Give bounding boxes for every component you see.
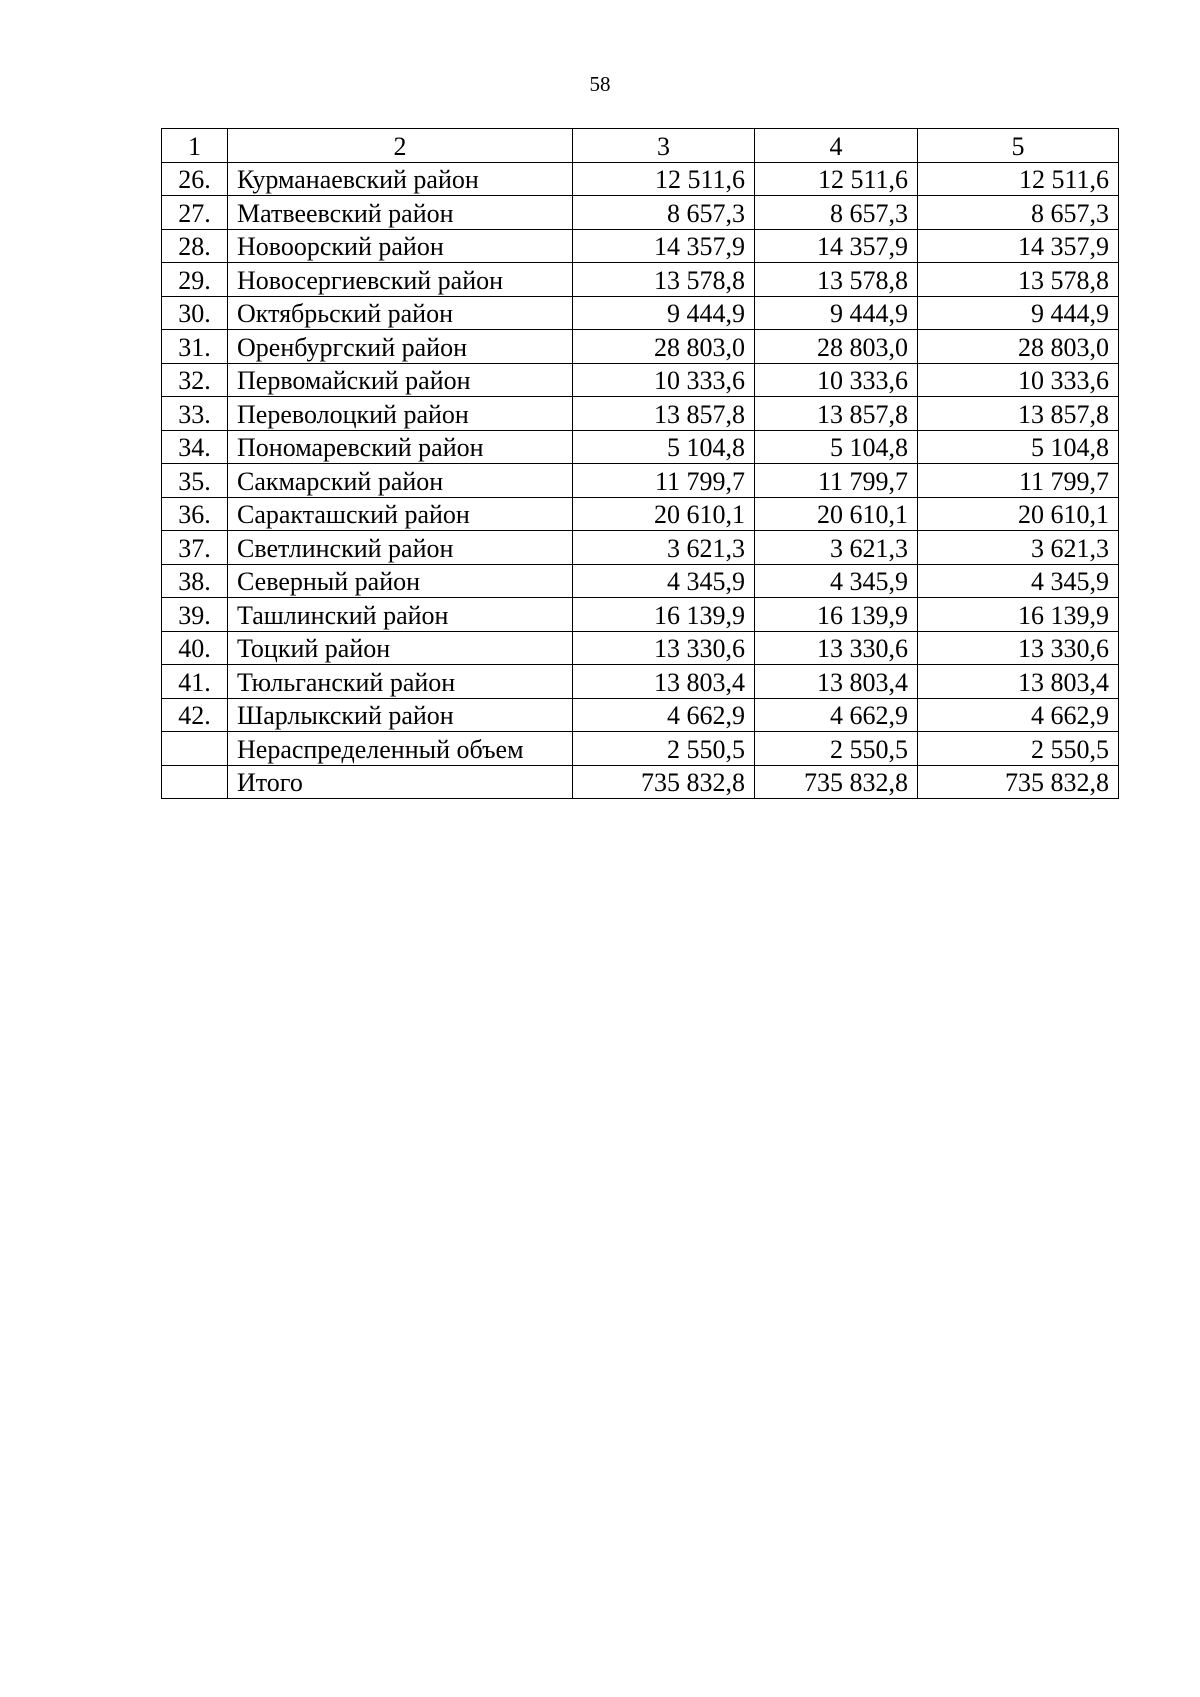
district-name-cell: Оренбургский район bbox=[228, 330, 573, 364]
value-col3-cell: 13 330,6 bbox=[573, 631, 755, 665]
column-header: 4 bbox=[755, 129, 918, 163]
value-col5-cell: 5 104,8 bbox=[918, 430, 1119, 464]
value-col5-cell: 10 333,6 bbox=[918, 363, 1119, 397]
district-name-cell: Сакмарский район bbox=[228, 464, 573, 498]
district-name-cell: Светлинский район bbox=[228, 531, 573, 565]
row-number-cell: 27. bbox=[162, 196, 228, 230]
value-col4-cell: 20 610,1 bbox=[755, 497, 918, 531]
value-col3-cell: 12 511,6 bbox=[573, 162, 755, 196]
table-row bbox=[162, 363, 1119, 397]
row-number-cell bbox=[162, 732, 228, 766]
table-row bbox=[162, 229, 1119, 263]
row-number-cell: 31. bbox=[162, 330, 228, 364]
district-name-cell: Тоцкий район bbox=[228, 631, 573, 665]
value-col4-cell: 13 578,8 bbox=[755, 263, 918, 297]
value-col3-cell: 2 550,5 bbox=[573, 732, 755, 766]
row-number-cell: 33. bbox=[162, 397, 228, 431]
value-col3-cell: 9 444,9 bbox=[573, 296, 755, 330]
value-col5-cell: 28 803,0 bbox=[918, 330, 1119, 364]
district-name-cell: Ташлинский район bbox=[228, 598, 573, 632]
value-col4-cell: 2 550,5 bbox=[755, 732, 918, 766]
table-row bbox=[162, 296, 1119, 330]
row-number-cell bbox=[162, 765, 228, 799]
district-name-cell: Нераспределенный объем bbox=[228, 732, 573, 766]
district-name-cell: Пономаревский район bbox=[228, 430, 573, 464]
row-number-cell: 36. bbox=[162, 497, 228, 531]
row-number-cell: 40. bbox=[162, 631, 228, 665]
table-row bbox=[162, 598, 1119, 632]
district-name-cell: Тюльганский район bbox=[228, 665, 573, 699]
value-col5-cell: 20 610,1 bbox=[918, 497, 1119, 531]
row-number-cell: 29. bbox=[162, 263, 228, 297]
value-col3-cell: 4 345,9 bbox=[573, 564, 755, 598]
allocation-table-container bbox=[161, 128, 1119, 799]
table-row bbox=[162, 330, 1119, 364]
value-col4-cell: 10 333,6 bbox=[755, 363, 918, 397]
district-name-cell: Матвеевский район bbox=[228, 196, 573, 230]
value-col3-cell: 13 857,8 bbox=[573, 397, 755, 431]
table-row bbox=[162, 397, 1119, 431]
value-col3-cell: 11 799,7 bbox=[573, 464, 755, 498]
value-col5-cell: 735 832,8 bbox=[918, 765, 1119, 799]
district-name-cell: Первомайский район bbox=[228, 363, 573, 397]
value-col3-cell: 13 803,4 bbox=[573, 665, 755, 699]
column-header: 1 bbox=[162, 129, 228, 163]
row-number-cell: 38. bbox=[162, 564, 228, 598]
value-col3-cell: 10 333,6 bbox=[573, 363, 755, 397]
row-number-cell: 30. bbox=[162, 296, 228, 330]
value-col5-cell: 13 857,8 bbox=[918, 397, 1119, 431]
value-col4-cell: 5 104,8 bbox=[755, 430, 918, 464]
value-col4-cell: 4 345,9 bbox=[755, 564, 918, 598]
value-col3-cell: 20 610,1 bbox=[573, 497, 755, 531]
value-col4-cell: 13 803,4 bbox=[755, 665, 918, 699]
value-col4-cell: 16 139,9 bbox=[755, 598, 918, 632]
value-col4-cell: 12 511,6 bbox=[755, 162, 918, 196]
row-number-cell: 39. bbox=[162, 598, 228, 632]
value-col5-cell: 12 511,6 bbox=[918, 162, 1119, 196]
table-row bbox=[162, 497, 1119, 531]
row-number-cell: 41. bbox=[162, 665, 228, 699]
table-row bbox=[162, 631, 1119, 665]
value-col5-cell: 4 662,9 bbox=[918, 698, 1119, 732]
table-row bbox=[162, 564, 1119, 598]
value-col5-cell: 16 139,9 bbox=[918, 598, 1119, 632]
value-col5-cell: 13 803,4 bbox=[918, 665, 1119, 699]
value-col3-cell: 3 621,3 bbox=[573, 531, 755, 565]
value-col4-cell: 13 857,8 bbox=[755, 397, 918, 431]
table-row bbox=[162, 665, 1119, 699]
table-row bbox=[162, 531, 1119, 565]
value-col5-cell: 11 799,7 bbox=[918, 464, 1119, 498]
column-header: 2 bbox=[228, 129, 573, 163]
value-col4-cell: 735 832,8 bbox=[755, 765, 918, 799]
value-col4-cell: 4 662,9 bbox=[755, 698, 918, 732]
value-col3-cell: 16 139,9 bbox=[573, 598, 755, 632]
row-number-cell: 35. bbox=[162, 464, 228, 498]
column-header: 3 bbox=[573, 129, 755, 163]
value-col3-cell: 28 803,0 bbox=[573, 330, 755, 364]
district-name-cell: Итого bbox=[228, 765, 573, 799]
page-number: 58 bbox=[589, 72, 611, 96]
table-row bbox=[162, 698, 1119, 732]
row-number-cell: 34. bbox=[162, 430, 228, 464]
district-name-cell: Шарлыкский район bbox=[228, 698, 573, 732]
value-col5-cell: 4 345,9 bbox=[918, 564, 1119, 598]
table-row bbox=[162, 430, 1119, 464]
value-col4-cell: 28 803,0 bbox=[755, 330, 918, 364]
row-number-cell: 28. bbox=[162, 229, 228, 263]
district-name-cell: Переволоцкий район bbox=[228, 397, 573, 431]
table-header-row bbox=[162, 129, 1119, 163]
value-col5-cell: 2 550,5 bbox=[918, 732, 1119, 766]
table-row bbox=[162, 732, 1119, 766]
row-number-cell: 37. bbox=[162, 531, 228, 565]
value-col5-cell: 14 357,9 bbox=[918, 229, 1119, 263]
row-number-cell: 32. bbox=[162, 363, 228, 397]
district-name-cell: Саракташский район bbox=[228, 497, 573, 531]
district-name-cell: Северный район bbox=[228, 564, 573, 598]
row-number-cell: 26. bbox=[162, 162, 228, 196]
value-col3-cell: 13 578,8 bbox=[573, 263, 755, 297]
district-name-cell: Курманаевский район bbox=[228, 162, 573, 196]
value-col3-cell: 4 662,9 bbox=[573, 698, 755, 732]
value-col4-cell: 13 330,6 bbox=[755, 631, 918, 665]
value-col3-cell: 735 832,8 bbox=[573, 765, 755, 799]
value-col4-cell: 9 444,9 bbox=[755, 296, 918, 330]
column-header: 5 bbox=[918, 129, 1119, 163]
value-col4-cell: 3 621,3 bbox=[755, 531, 918, 565]
district-name-cell: Новосергиевский район bbox=[228, 263, 573, 297]
value-col3-cell: 5 104,8 bbox=[573, 430, 755, 464]
table-row bbox=[162, 196, 1119, 230]
row-number-cell: 42. bbox=[162, 698, 228, 732]
value-col5-cell: 13 330,6 bbox=[918, 631, 1119, 665]
value-col3-cell: 8 657,3 bbox=[573, 196, 755, 230]
table-row bbox=[162, 162, 1119, 196]
value-col5-cell: 13 578,8 bbox=[918, 263, 1119, 297]
value-col5-cell: 9 444,9 bbox=[918, 296, 1119, 330]
table-row bbox=[162, 464, 1119, 498]
value-col5-cell: 3 621,3 bbox=[918, 531, 1119, 565]
table-row bbox=[162, 263, 1119, 297]
district-name-cell: Октябрьский район bbox=[228, 296, 573, 330]
allocation-table bbox=[161, 128, 1119, 799]
value-col4-cell: 11 799,7 bbox=[755, 464, 918, 498]
value-col3-cell: 14 357,9 bbox=[573, 229, 755, 263]
value-col4-cell: 8 657,3 bbox=[755, 196, 918, 230]
table-row bbox=[162, 765, 1119, 799]
value-col5-cell: 8 657,3 bbox=[918, 196, 1119, 230]
district-name-cell: Новоорский район bbox=[228, 229, 573, 263]
value-col4-cell: 14 357,9 bbox=[755, 229, 918, 263]
